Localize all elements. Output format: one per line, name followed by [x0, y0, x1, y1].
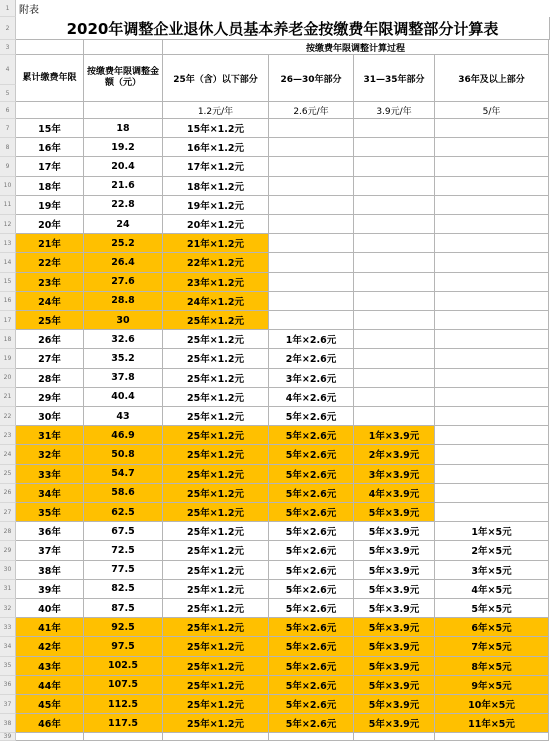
- calc-cell-3[interactable]: 5年×3.9元: [354, 676, 435, 695]
- amount-cell[interactable]: 20.4: [84, 157, 163, 176]
- amount-cell[interactable]: 50.8: [84, 445, 163, 464]
- years-cell[interactable]: 44年: [16, 676, 84, 695]
- calc-cell-1[interactable]: 17年×1.2元: [163, 157, 269, 176]
- calc-cell-3[interactable]: 5年×3.9元: [354, 599, 435, 618]
- calc-cell-1[interactable]: 25年×1.2元: [163, 369, 269, 388]
- calc-cell-4[interactable]: 3年×5元: [435, 561, 549, 580]
- years-cell[interactable]: 36年: [16, 522, 84, 541]
- amount-cell[interactable]: 21.6: [84, 177, 163, 196]
- years-cell[interactable]: 27年: [16, 349, 84, 368]
- calc-cell-3[interactable]: [354, 177, 435, 196]
- years-cell[interactable]: 22年: [16, 253, 84, 272]
- calc-cell-4[interactable]: 11年×5元: [435, 714, 549, 733]
- calc-cell-3[interactable]: [354, 119, 435, 138]
- empty-cell[interactable]: [435, 733, 549, 741]
- calc-cell-3[interactable]: 5年×3.9元: [354, 657, 435, 676]
- calc-cell-2[interactable]: [269, 119, 354, 138]
- amount-cell[interactable]: 40.4: [84, 388, 163, 407]
- calc-cell-3[interactable]: [354, 234, 435, 253]
- row-header[interactable]: 2: [0, 17, 16, 40]
- calc-cell-3[interactable]: 5年×3.9元: [354, 561, 435, 580]
- header-blank: [84, 40, 163, 55]
- row-header[interactable]: 24: [0, 445, 16, 464]
- rate-cell: 3.9元/年: [354, 102, 435, 119]
- amount-cell[interactable]: 54.7: [84, 465, 163, 484]
- years-cell[interactable]: 32年: [16, 445, 84, 464]
- row-header[interactable]: 35: [0, 657, 16, 676]
- row-header[interactable]: 31: [0, 580, 16, 599]
- row-header[interactable]: 11: [0, 196, 16, 215]
- amount-cell[interactable]: 25.2: [84, 234, 163, 253]
- years-cell[interactable]: 15年: [16, 119, 84, 138]
- calc-cell-2[interactable]: 1年×2.6元: [269, 330, 354, 349]
- calc-cell-2[interactable]: [269, 215, 354, 234]
- row-header[interactable]: 28: [0, 522, 16, 541]
- years-cell[interactable]: 34年: [16, 484, 84, 503]
- header-group: 按缴费年限调整计算过程: [163, 40, 549, 55]
- calc-cell-4[interactable]: [435, 196, 549, 215]
- calc-cell-4[interactable]: 6年×5元: [435, 618, 549, 637]
- calc-cell-2[interactable]: 5年×2.6元: [269, 445, 354, 464]
- calc-cell-1[interactable]: 25年×1.2元: [163, 695, 269, 714]
- calc-cell-2[interactable]: [269, 196, 354, 215]
- row-header[interactable]: 13: [0, 234, 16, 253]
- years-cell[interactable]: 42年: [16, 637, 84, 656]
- calc-cell-1[interactable]: 24年×1.2元: [163, 292, 269, 311]
- row-header[interactable]: 21: [0, 388, 16, 407]
- row-header[interactable]: 3: [0, 40, 16, 55]
- sheet-title: 2020年调整企业退休人员基本养老金按缴费年限调整部分计算表: [16, 17, 550, 40]
- years-cell[interactable]: 39年: [16, 580, 84, 599]
- amount-cell[interactable]: 37.8: [84, 369, 163, 388]
- calc-cell-2[interactable]: 5年×2.6元: [269, 484, 354, 503]
- years-cell[interactable]: 43年: [16, 657, 84, 676]
- empty-cell[interactable]: [269, 733, 354, 741]
- years-cell[interactable]: 18年: [16, 177, 84, 196]
- calc-cell-1[interactable]: 25年×1.2元: [163, 714, 269, 733]
- calc-cell-3[interactable]: 5年×3.9元: [354, 618, 435, 637]
- calc-cell-2[interactable]: 5年×2.6元: [269, 561, 354, 580]
- calc-cell-1[interactable]: 22年×1.2元: [163, 253, 269, 272]
- years-cell[interactable]: 25年: [16, 311, 84, 330]
- row-header[interactable]: 4: [0, 55, 16, 85]
- calc-cell-1[interactable]: 25年×1.2元: [163, 522, 269, 541]
- calc-cell-3[interactable]: [354, 215, 435, 234]
- header-amount: 按缴费年限调整金额（元）: [84, 55, 163, 102]
- calc-cell-2[interactable]: 5年×2.6元: [269, 407, 354, 426]
- calc-cell-4[interactable]: 10年×5元: [435, 695, 549, 714]
- empty-cell[interactable]: [354, 733, 435, 741]
- amount-cell[interactable]: 58.6: [84, 484, 163, 503]
- amount-cell[interactable]: 19.2: [84, 138, 163, 157]
- calc-cell-2[interactable]: [269, 292, 354, 311]
- calc-cell-1[interactable]: 25年×1.2元: [163, 618, 269, 637]
- amount-cell[interactable]: 30: [84, 311, 163, 330]
- attachment-label: 附表: [19, 5, 39, 16]
- calc-cell-4[interactable]: [435, 311, 549, 330]
- amount-cell[interactable]: 102.5: [84, 657, 163, 676]
- calc-cell-4[interactable]: [435, 407, 549, 426]
- calc-cell-4[interactable]: 8年×5元: [435, 657, 549, 676]
- amount-cell[interactable]: 18: [84, 119, 163, 138]
- calc-cell-3[interactable]: 5年×3.9元: [354, 714, 435, 733]
- calc-cell-2[interactable]: 5年×2.6元: [269, 465, 354, 484]
- calc-cell-3[interactable]: [354, 388, 435, 407]
- calc-cell-3[interactable]: [354, 330, 435, 349]
- calc-cell-3[interactable]: 5年×3.9元: [354, 637, 435, 656]
- amount-cell[interactable]: 67.5: [84, 522, 163, 541]
- calc-cell-3[interactable]: 5年×3.9元: [354, 695, 435, 714]
- amount-cell[interactable]: 43: [84, 407, 163, 426]
- calc-cell-2[interactable]: 5年×2.6元: [269, 657, 354, 676]
- calc-cell-3[interactable]: 3年×3.9元: [354, 465, 435, 484]
- calc-cell-3[interactable]: [354, 407, 435, 426]
- calc-cell-1[interactable]: 18年×1.2元: [163, 177, 269, 196]
- empty-cell[interactable]: [163, 733, 269, 741]
- amount-cell[interactable]: 87.5: [84, 599, 163, 618]
- calc-cell-1[interactable]: 25年×1.2元: [163, 445, 269, 464]
- calc-cell-3[interactable]: 5年×3.9元: [354, 503, 435, 522]
- calc-cell-2[interactable]: [269, 157, 354, 176]
- amount-cell[interactable]: 72.5: [84, 541, 163, 560]
- calc-cell-3[interactable]: [354, 292, 435, 311]
- calc-cell-4[interactable]: [435, 177, 549, 196]
- amount-cell[interactable]: 92.5: [84, 618, 163, 637]
- calc-cell-4[interactable]: [435, 119, 549, 138]
- amount-cell[interactable]: 24: [84, 215, 163, 234]
- row-header[interactable]: 36: [0, 676, 16, 695]
- amount-cell[interactable]: 62.5: [84, 503, 163, 522]
- calc-cell-1[interactable]: 25年×1.2元: [163, 330, 269, 349]
- years-cell[interactable]: 19年: [16, 196, 84, 215]
- calc-cell-2[interactable]: [269, 253, 354, 272]
- calc-cell-1[interactable]: 25年×1.2元: [163, 349, 269, 368]
- calc-cell-4[interactable]: [435, 234, 549, 253]
- row-header[interactable]: 33: [0, 618, 16, 637]
- header-seg3: 31—35年部分: [354, 55, 435, 102]
- amount-cell[interactable]: 26.4: [84, 253, 163, 272]
- years-cell[interactable]: 23年: [16, 273, 84, 292]
- calc-cell-4[interactable]: [435, 369, 549, 388]
- calc-cell-4[interactable]: 7年×5元: [435, 637, 549, 656]
- row-header[interactable]: 37: [0, 695, 16, 714]
- row-header[interactable]: 38: [0, 714, 16, 733]
- years-cell[interactable]: 37年: [16, 541, 84, 560]
- amount-cell[interactable]: 112.5: [84, 695, 163, 714]
- calc-cell-2[interactable]: 5年×2.6元: [269, 637, 354, 656]
- row-header[interactable]: 7: [0, 119, 16, 138]
- calc-cell-4[interactable]: [435, 253, 549, 272]
- calc-cell-1[interactable]: 25年×1.2元: [163, 541, 269, 560]
- row-header[interactable]: 19: [0, 349, 16, 368]
- calc-cell-1[interactable]: 25年×1.2元: [163, 311, 269, 330]
- calc-cell-1[interactable]: 25年×1.2元: [163, 561, 269, 580]
- calc-cell-3[interactable]: 5年×3.9元: [354, 580, 435, 599]
- calc-cell-4[interactable]: [435, 503, 549, 522]
- calc-cell-2[interactable]: 5年×2.6元: [269, 503, 354, 522]
- calc-cell-2[interactable]: [269, 311, 354, 330]
- row-header[interactable]: 6: [0, 102, 16, 119]
- empty-cell[interactable]: [84, 733, 163, 741]
- calc-cell-2[interactable]: [269, 177, 354, 196]
- row-header[interactable]: 8: [0, 138, 16, 157]
- calc-cell-2[interactable]: [269, 234, 354, 253]
- row-header[interactable]: 17: [0, 311, 16, 330]
- calc-cell-4[interactable]: [435, 484, 549, 503]
- years-cell[interactable]: 21年: [16, 234, 84, 253]
- calc-cell-1[interactable]: 25年×1.2元: [163, 676, 269, 695]
- calc-cell-4[interactable]: 5年×5元: [435, 599, 549, 618]
- amount-cell[interactable]: 32.6: [84, 330, 163, 349]
- rate-blank: [16, 102, 84, 119]
- row-header[interactable]: 10: [0, 177, 16, 196]
- calc-cell-1[interactable]: 25年×1.2元: [163, 599, 269, 618]
- calc-cell-2[interactable]: 5年×2.6元: [269, 426, 354, 445]
- calc-cell-1[interactable]: 21年×1.2元: [163, 234, 269, 253]
- header-blank: [16, 40, 84, 55]
- amount-cell[interactable]: 28.8: [84, 292, 163, 311]
- amount-cell[interactable]: 77.5: [84, 561, 163, 580]
- years-cell[interactable]: 38年: [16, 561, 84, 580]
- years-cell[interactable]: 45年: [16, 695, 84, 714]
- row-header[interactable]: 5: [0, 85, 16, 102]
- years-cell[interactable]: 29年: [16, 388, 84, 407]
- calc-cell-1[interactable]: 20年×1.2元: [163, 215, 269, 234]
- amount-cell[interactable]: 46.9: [84, 426, 163, 445]
- calc-cell-3[interactable]: [354, 349, 435, 368]
- row-header[interactable]: 39: [0, 733, 16, 741]
- calc-cell-3[interactable]: [354, 196, 435, 215]
- row-header[interactable]: 22: [0, 407, 16, 426]
- amount-cell[interactable]: 27.6: [84, 273, 163, 292]
- years-cell[interactable]: 40年: [16, 599, 84, 618]
- calc-cell-4[interactable]: 2年×5元: [435, 541, 549, 560]
- calc-cell-4[interactable]: [435, 349, 549, 368]
- row-header[interactable]: 32: [0, 599, 16, 618]
- calc-cell-1[interactable]: 25年×1.2元: [163, 503, 269, 522]
- calc-cell-2[interactable]: [269, 273, 354, 292]
- calc-cell-2[interactable]: 2年×2.6元: [269, 349, 354, 368]
- amount-cell[interactable]: 97.5: [84, 637, 163, 656]
- calc-cell-3[interactable]: [354, 138, 435, 157]
- years-cell[interactable]: 16年: [16, 138, 84, 157]
- calc-cell-1[interactable]: 25年×1.2元: [163, 426, 269, 445]
- calc-cell-3[interactable]: 4年×3.9元: [354, 484, 435, 503]
- rate-cell: 1.2元/年: [163, 102, 269, 119]
- row-header[interactable]: 15: [0, 273, 16, 292]
- calc-cell-1[interactable]: 25年×1.2元: [163, 657, 269, 676]
- calc-cell-3[interactable]: 1年×3.9元: [354, 426, 435, 445]
- calc-cell-4[interactable]: [435, 273, 549, 292]
- row-header[interactable]: 12: [0, 215, 16, 234]
- rate-cell: 5/年: [435, 102, 549, 119]
- row-header[interactable]: 18: [0, 330, 16, 349]
- calc-cell-1[interactable]: 23年×1.2元: [163, 273, 269, 292]
- calc-cell-2[interactable]: [269, 138, 354, 157]
- calc-cell-4[interactable]: [435, 388, 549, 407]
- row-header[interactable]: 1: [0, 0, 16, 17]
- calc-cell-1[interactable]: 19年×1.2元: [163, 196, 269, 215]
- years-cell[interactable]: 20年: [16, 215, 84, 234]
- years-cell[interactable]: 31年: [16, 426, 84, 445]
- calc-cell-1[interactable]: 16年×1.2元: [163, 138, 269, 157]
- calc-cell-2[interactable]: 5年×2.6元: [269, 676, 354, 695]
- years-cell[interactable]: 35年: [16, 503, 84, 522]
- calc-cell-1[interactable]: 25年×1.2元: [163, 407, 269, 426]
- calc-cell-2[interactable]: 5年×2.6元: [269, 522, 354, 541]
- calc-cell-1[interactable]: 25年×1.2元: [163, 484, 269, 503]
- row-header[interactable]: 16: [0, 292, 16, 311]
- calc-cell-2[interactable]: 5年×2.6元: [269, 618, 354, 637]
- calc-cell-3[interactable]: [354, 253, 435, 272]
- calc-cell-2[interactable]: 5年×2.6元: [269, 714, 354, 733]
- header-years: 累计缴费年限: [16, 55, 84, 102]
- calc-cell-2[interactable]: 5年×2.6元: [269, 580, 354, 599]
- calc-cell-3[interactable]: [354, 311, 435, 330]
- row-header[interactable]: 34: [0, 637, 16, 656]
- row-header[interactable]: 30: [0, 561, 16, 580]
- calc-cell-1[interactable]: 25年×1.2元: [163, 465, 269, 484]
- calc-cell-3[interactable]: 5年×3.9元: [354, 522, 435, 541]
- amount-cell[interactable]: 107.5: [84, 676, 163, 695]
- row-header[interactable]: 29: [0, 541, 16, 560]
- calc-cell-1[interactable]: 25年×1.2元: [163, 388, 269, 407]
- calc-cell-2[interactable]: 4年×2.6元: [269, 388, 354, 407]
- calc-cell-4[interactable]: 1年×5元: [435, 522, 549, 541]
- calc-cell-2[interactable]: 5年×2.6元: [269, 599, 354, 618]
- calc-cell-2[interactable]: 5年×2.6元: [269, 695, 354, 714]
- years-cell[interactable]: 30年: [16, 407, 84, 426]
- row-header[interactable]: 26: [0, 484, 16, 503]
- row-header[interactable]: 27: [0, 503, 16, 522]
- years-cell[interactable]: 17年: [16, 157, 84, 176]
- calc-cell-4[interactable]: [435, 138, 549, 157]
- calc-cell-1[interactable]: 25年×1.2元: [163, 580, 269, 599]
- calc-cell-4[interactable]: [435, 292, 549, 311]
- calc-cell-3[interactable]: 5年×3.9元: [354, 541, 435, 560]
- header-seg2: 26—30年部分: [269, 55, 354, 102]
- amount-cell[interactable]: 35.2: [84, 349, 163, 368]
- row-header[interactable]: 14: [0, 253, 16, 272]
- calc-cell-2[interactable]: 3年×2.6元: [269, 369, 354, 388]
- calc-cell-1[interactable]: 15年×1.2元: [163, 119, 269, 138]
- amount-cell[interactable]: 117.5: [84, 714, 163, 733]
- years-cell[interactable]: 41年: [16, 618, 84, 637]
- years-cell[interactable]: 26年: [16, 330, 84, 349]
- calc-cell-3[interactable]: [354, 369, 435, 388]
- calc-cell-4[interactable]: [435, 215, 549, 234]
- amount-cell[interactable]: 22.8: [84, 196, 163, 215]
- years-cell[interactable]: 28年: [16, 369, 84, 388]
- empty-cell[interactable]: [16, 733, 84, 741]
- years-cell[interactable]: 46年: [16, 714, 84, 733]
- calc-cell-4[interactable]: 4年×5元: [435, 580, 549, 599]
- rate-blank: [84, 102, 163, 119]
- row-header[interactable]: 23: [0, 426, 16, 445]
- calc-cell-4[interactable]: [435, 426, 549, 445]
- calc-cell-4[interactable]: [435, 465, 549, 484]
- row-header[interactable]: 25: [0, 465, 16, 484]
- header-seg4: 36年及以上部分: [435, 55, 549, 102]
- calc-cell-1[interactable]: 25年×1.2元: [163, 637, 269, 656]
- calc-cell-3[interactable]: 2年×3.9元: [354, 445, 435, 464]
- row-header[interactable]: 9: [0, 157, 16, 176]
- row-header[interactable]: 20: [0, 369, 16, 388]
- amount-cell[interactable]: 82.5: [84, 580, 163, 599]
- calc-cell-4[interactable]: [435, 445, 549, 464]
- rate-cell: 2.6元/年: [269, 102, 354, 119]
- calc-cell-4[interactable]: [435, 157, 549, 176]
- calc-cell-3[interactable]: [354, 273, 435, 292]
- calc-cell-3[interactable]: [354, 157, 435, 176]
- header-seg1: 25年（含）以下部分: [163, 55, 269, 102]
- years-cell[interactable]: 24年: [16, 292, 84, 311]
- calc-cell-4[interactable]: [435, 330, 549, 349]
- calc-cell-4[interactable]: 9年×5元: [435, 676, 549, 695]
- calc-cell-2[interactable]: 5年×2.6元: [269, 541, 354, 560]
- years-cell[interactable]: 33年: [16, 465, 84, 484]
